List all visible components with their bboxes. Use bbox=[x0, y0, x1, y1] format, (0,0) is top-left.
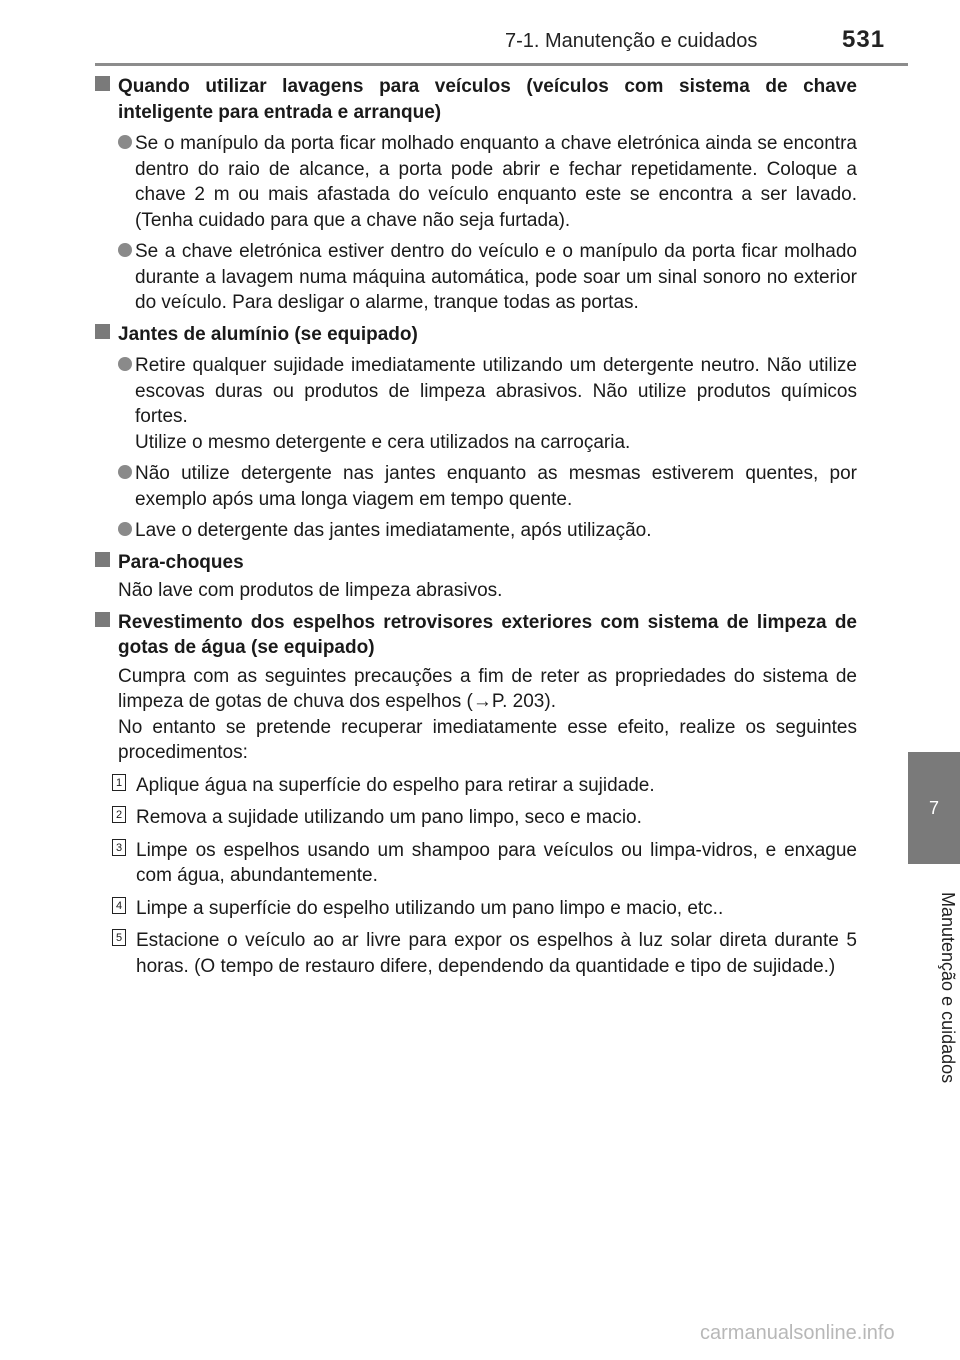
list-item bbox=[118, 518, 857, 544]
square-bullet-icon bbox=[95, 612, 110, 627]
watermark: carmanualsonline.info bbox=[700, 1322, 895, 1344]
step-item bbox=[115, 805, 857, 831]
page-header bbox=[0, 0, 960, 66]
step-text: Limpe os espelhos usando um shampoo para veículos ou limpa-vidros, e enxague com água, abundantemente. bbox=[136, 839, 857, 886]
page-content bbox=[95, 74, 857, 985]
list-item-text: Se a chave eletrónica estiver dentro do veículo e o manípulo da porta ficar molhado durante a lavagem numa máquina automática, pode soar um sinal sonoro no exterior do veículo. Para desligar o alarme, tranque todas as portas. bbox=[135, 241, 857, 313]
step-item bbox=[115, 928, 857, 979]
step-text: Limpe a superfície do espelho utilizando um pano limpo e macio, etc.. bbox=[136, 897, 724, 919]
steps-list bbox=[115, 773, 857, 980]
chapter-label: Manutenção e cuidados bbox=[938, 892, 958, 1084]
list-item bbox=[118, 461, 857, 512]
list-item-text: Lave o detergente das jantes imediatamente, após utilização. bbox=[135, 520, 652, 541]
list-item-text: Se o manípulo da porta ficar molhado enquanto a chave eletrónica ainda se encontra dentro do raio de alcance, a porta pode abrir e fechar repetidamente. Coloque a chave 2 m ou mais afastada do veículo enquanto este se encontra a ser lavado. (Tenha cuidado para que a chave não seja furtada). bbox=[135, 133, 857, 231]
section-heading: Para-choques bbox=[118, 551, 244, 573]
circle-bullet-icon bbox=[118, 465, 132, 479]
step-item bbox=[115, 896, 857, 922]
list-item bbox=[118, 239, 857, 316]
square-bullet-icon bbox=[95, 552, 110, 567]
circle-bullet-icon bbox=[118, 357, 132, 371]
header-divider bbox=[95, 63, 908, 66]
chapter-tab bbox=[908, 752, 960, 864]
page-number: 531 bbox=[842, 26, 886, 53]
step-text: Remova a sujidade utilizando um pano limpo, seco e macio. bbox=[136, 807, 642, 828]
list-item bbox=[118, 131, 857, 233]
section-heading: Jantes de alumínio (se equipado) bbox=[118, 323, 418, 345]
list-item bbox=[118, 353, 857, 455]
step-number: 4 bbox=[112, 897, 126, 914]
step-number: 5 bbox=[112, 929, 126, 946]
step-item bbox=[115, 773, 857, 799]
list-item-text: Retire qualquer sujidade imediatamente utilizando um detergente neutro. Não utilize escovas duras ou produtos de limpeza abrasivos. Não utilize produtos químicos fortes. bbox=[135, 355, 857, 427]
list-item-text: Utilize o mesmo detergente e cera utilizados na carroçaria. bbox=[135, 431, 631, 453]
step-number: 3 bbox=[112, 839, 126, 856]
step-number: 2 bbox=[112, 806, 126, 823]
circle-bullet-icon bbox=[118, 243, 132, 257]
section-heading: Revestimento dos espelhos retrovisores exteriores com sistema de limpeza de gotas de água (se equipado) bbox=[118, 611, 857, 658]
chapter-number: 7 bbox=[928, 797, 939, 818]
step-number: 1 bbox=[112, 774, 126, 791]
step-text: Aplique água na superfície do espelho para retirar a sujidade. bbox=[136, 774, 655, 796]
section-bumpers bbox=[95, 550, 857, 604]
paragraph: Cumpra com as seguintes precauções a fim de reter as propriedades do sistema de limpeza de gotas de chuva dos espelhos (→P. 203). bbox=[118, 665, 857, 712]
square-bullet-icon bbox=[95, 324, 110, 339]
paragraph: No entanto se pretende recuperar imediatamente esse efeito, realize os seguintes procedimentos: bbox=[118, 716, 857, 763]
section-heading: Quando utilizar lavagens para veículos (veículos com sistema de chave inteligente para entrada e arranque) bbox=[118, 76, 857, 123]
step-item bbox=[115, 838, 857, 889]
circle-bullet-icon bbox=[118, 135, 132, 149]
section-alloy-wheels bbox=[95, 322, 857, 544]
section-title: 7-1. Manutenção e cuidados bbox=[505, 30, 758, 52]
square-bullet-icon bbox=[95, 76, 110, 91]
section-car-wash bbox=[95, 74, 857, 316]
circle-bullet-icon bbox=[118, 522, 132, 536]
step-text: Estacione o veículo ao ar livre para expor os espelhos à luz solar direta durante 5 horas. (O tempo de restauro difere, dependendo da quantidade e tipo de sujidade.) bbox=[136, 930, 857, 977]
list-item-text: Não utilize detergente nas jantes enquanto as mesmas estiverem quentes, por exemplo após uma longa viagem em tempo quente. bbox=[135, 463, 857, 510]
section-mirror-coating bbox=[95, 610, 857, 980]
paragraph: Não lave com produtos de limpeza abrasivos. bbox=[118, 580, 503, 601]
